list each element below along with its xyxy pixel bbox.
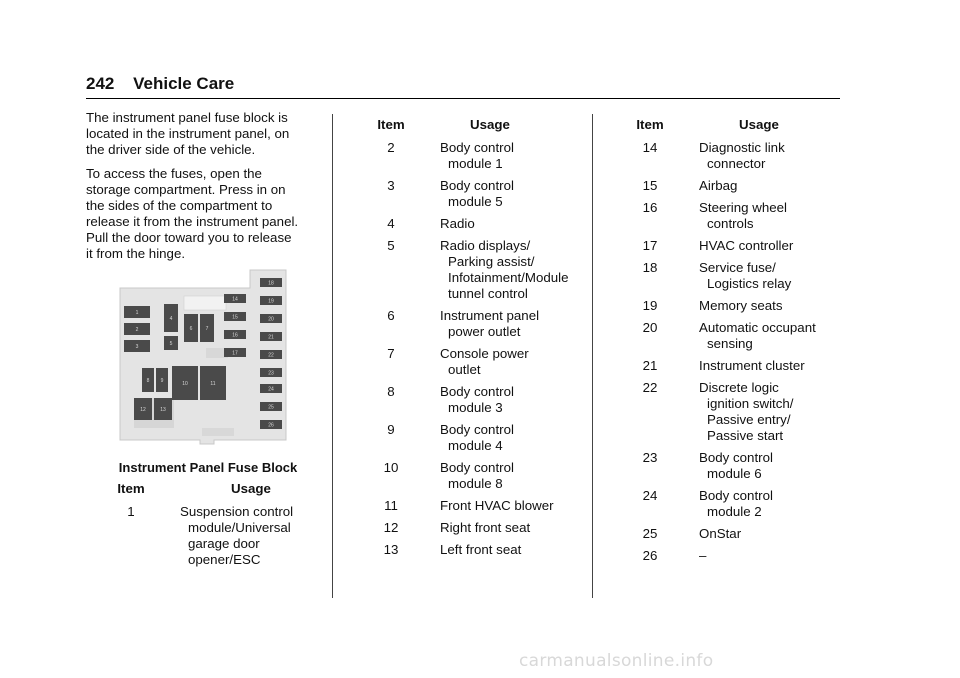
fuse-slot-label: 7 [205, 325, 209, 332]
fuse-slot-label: 23 [268, 370, 274, 377]
table-row [633, 358, 843, 374]
fuse-slot-label: 10 [182, 380, 188, 387]
text-line: located in the instrument panel, on [86, 126, 290, 141]
page-number: 242 [86, 74, 115, 93]
fuse-slot-label: 11 [210, 380, 216, 387]
section-title: Vehicle Care [133, 74, 235, 93]
table-row [374, 178, 584, 210]
fuse-usage [667, 380, 793, 444]
usage-line: connector [707, 156, 766, 171]
usage-line: Diagnostic link [699, 140, 785, 155]
usage-line: Console power [440, 346, 529, 361]
fuse-block-panel [184, 296, 226, 310]
table-row [633, 238, 843, 254]
table-row [374, 140, 584, 172]
usage-line: Right front seat [440, 520, 531, 535]
fuse-item-number: 4 [387, 216, 395, 231]
usage-line: Body control [440, 384, 514, 399]
fuse-usage [667, 488, 773, 520]
table-row [633, 178, 843, 194]
usage-line: controls [707, 216, 754, 231]
fuse-item-number: 10 [383, 460, 399, 475]
fuse-item-number: 5 [387, 238, 395, 253]
usage-line: Left front seat [440, 542, 522, 557]
column-header-item: Item [377, 117, 405, 132]
usage-line: module 8 [448, 476, 503, 491]
fuse-item-number: 11 [384, 498, 398, 513]
usage-line: ignition switch/ [707, 396, 794, 411]
usage-line: module 3 [448, 400, 503, 415]
intro-paragraph-1 [86, 110, 326, 158]
fuse-slot-label: 21 [268, 334, 274, 341]
fuse-slot-label: 8 [146, 377, 150, 384]
fuse-item-number: 19 [642, 298, 658, 313]
fuse-usage [408, 140, 514, 172]
usage-line: power outlet [448, 324, 521, 339]
table-row [374, 308, 584, 340]
usage-line: Body control [699, 488, 773, 503]
table-row [374, 422, 584, 454]
header-rule [86, 98, 840, 99]
fuse-usage [667, 140, 785, 172]
usage-line: opener/ESC [188, 552, 261, 567]
usage-line: Body control [440, 178, 514, 193]
text-line: storage compartment. Press in on [86, 182, 286, 197]
fuse-slot-label: 1 [135, 309, 139, 316]
fuse-usage [408, 520, 530, 536]
table-row [374, 216, 584, 232]
table-row [374, 460, 584, 492]
fuse-slot-label: 22 [268, 352, 274, 359]
fuse-item-number: 9 [387, 422, 395, 437]
fuse-usage [408, 308, 539, 340]
table-header-row [633, 117, 843, 133]
table-rows [114, 504, 334, 568]
figure-caption: Instrument Panel Fuse Block [118, 460, 298, 475]
fuse-item-number: 2 [387, 140, 395, 155]
table-row [633, 548, 843, 564]
usage-line: Front HVAC blower [440, 498, 554, 513]
fuse-slot-label: 15 [232, 314, 238, 321]
usage-line: Instrument panel [440, 308, 540, 323]
usage-line: Body control [440, 422, 514, 437]
usage-line: outlet [448, 362, 481, 377]
fuse-item-number: 20 [642, 320, 658, 335]
fuse-usage [667, 238, 793, 254]
usage-line: sensing [707, 336, 753, 351]
fuse-usage [408, 346, 529, 378]
text-line: the driver side of the vehicle. [86, 142, 256, 157]
table-row [374, 384, 584, 416]
table-rows [633, 140, 843, 564]
usage-line: Radio displays/ [440, 238, 531, 253]
fuse-usage [408, 498, 554, 514]
fuse-item-number: 7 [387, 346, 395, 361]
fuse-table-3 [633, 117, 843, 570]
usage-line: Memory seats [699, 298, 783, 313]
fuse-slot-label: 5 [169, 340, 173, 347]
usage-line: module/Universal [188, 520, 291, 535]
fuse-slot-label: 4 [169, 315, 173, 322]
fuse-usage [408, 460, 514, 492]
fuse-usage [667, 260, 791, 292]
intro-paragraph-2 [86, 166, 326, 262]
table-rows [374, 140, 584, 558]
usage-line: Instrument cluster [699, 358, 805, 373]
usage-line: tunnel control [448, 286, 528, 301]
text-line: Pull the door toward you to release [86, 230, 292, 245]
usage-line: module 2 [707, 504, 762, 519]
fuse-slot-label: 24 [268, 386, 274, 393]
fuse-usage [408, 384, 514, 416]
usage-line: module 5 [448, 194, 503, 209]
fuse-slot-label: 26 [268, 422, 274, 429]
fuse-item-number: 18 [642, 260, 658, 275]
table-row [633, 260, 843, 292]
fuse-slot-label: 9 [160, 377, 164, 384]
usage-line: Passive start [707, 428, 784, 443]
usage-line: Body control [440, 460, 514, 475]
fuse-usage [148, 504, 293, 568]
usage-line: OnStar [699, 526, 742, 541]
fuse-item-number: 1 [127, 504, 135, 519]
table-row [374, 346, 584, 378]
fuse-item-number: 21 [642, 358, 658, 373]
text-line: To access the fuses, open the [86, 166, 262, 181]
table-row [114, 504, 334, 568]
text-line: the sides of the compartment to [86, 198, 273, 213]
fuse-table-1 [114, 481, 334, 574]
fuse-usage [408, 238, 568, 302]
usage-line: Discrete logic [699, 380, 779, 395]
fuse-item-number: 14 [642, 140, 658, 155]
usage-line: module 6 [707, 466, 762, 481]
usage-line: module 1 [448, 156, 503, 171]
table-row [633, 488, 843, 520]
fuse-slot-label: 12 [140, 406, 146, 413]
text-line: The instrument panel fuse block is [86, 110, 288, 125]
table-header-row [114, 481, 334, 497]
fuse-item-number: 8 [387, 384, 395, 399]
fuse-item-number: 15 [642, 178, 658, 193]
column-header-item: Item [636, 117, 664, 132]
usage-line: module 4 [448, 438, 503, 453]
table-row [633, 526, 843, 542]
fuse-usage [667, 298, 783, 314]
fuse-item-number: 22 [642, 380, 658, 395]
fuse-usage [667, 200, 787, 232]
fuse-slot-label: 25 [268, 404, 274, 411]
table-row [633, 298, 843, 314]
usage-line: Passive entry/ [707, 412, 791, 427]
usage-line: Infotainment/Module [448, 270, 569, 285]
table-row [374, 542, 584, 558]
table-row [633, 140, 843, 172]
fuse-item-number: 24 [642, 488, 658, 503]
usage-line: – [699, 548, 707, 563]
fuse-table-2 [374, 117, 584, 564]
fuse-slot-label: 19 [268, 298, 274, 305]
usage-line: Suspension control [180, 504, 294, 519]
table-row [374, 520, 584, 536]
table-row [374, 498, 584, 514]
fuse-usage [667, 320, 816, 352]
page-header [86, 74, 234, 94]
usage-line: Parking assist/ [448, 254, 535, 269]
fuse-usage [408, 216, 475, 232]
fuse-usage [667, 526, 741, 542]
usage-line: Automatic occupant [699, 320, 816, 335]
usage-line: Airbag [699, 178, 738, 193]
usage-line: Service fuse/ [699, 260, 776, 275]
column-header-usage: Usage [231, 481, 271, 496]
fuse-item-number: 17 [642, 238, 658, 253]
fuse-usage [408, 542, 521, 558]
fuse-slot-label: 3 [135, 343, 139, 350]
table-header-row [374, 117, 584, 133]
usage-line: Steering wheel [699, 200, 787, 215]
watermark-text: carmanualsonline.info [519, 651, 714, 671]
fuse-usage [667, 358, 805, 374]
usage-line: Body control [440, 140, 514, 155]
fuse-usage [408, 178, 514, 210]
fuse-item-number: 3 [387, 178, 395, 193]
fuse-item-number: 25 [642, 526, 658, 541]
fuse-item-number: 16 [642, 200, 658, 215]
fuse-block-panel [202, 428, 234, 436]
fuse-slot-label: 17 [232, 350, 238, 357]
fuse-slot-label: 2 [135, 326, 139, 333]
fuse-item-number: 23 [642, 450, 658, 465]
fuse-slot-label: 13 [160, 406, 166, 413]
fuse-usage [408, 422, 514, 454]
fuse-item-number: 13 [383, 542, 399, 557]
fuse-item-number: 26 [642, 548, 658, 563]
fuse-slot-label: 6 [189, 325, 193, 332]
table-row [633, 200, 843, 232]
fuse-item-number: 12 [383, 520, 399, 535]
fuse-usage [667, 178, 737, 194]
fuse-slot-label: 20 [268, 316, 274, 323]
column-header-usage: Usage [470, 117, 510, 132]
text-line: it from the hinge. [86, 246, 186, 261]
column-header-item: Item [117, 481, 145, 496]
text-line: release it from the instrument panel. [86, 214, 299, 229]
fuse-item-number: 6 [387, 308, 395, 323]
fuse-block-diagram [114, 268, 290, 448]
table-row [633, 320, 843, 352]
usage-line: Radio [440, 216, 475, 231]
fuse-usage [667, 450, 773, 482]
fuse-slot-label: 18 [268, 280, 274, 287]
table-row [633, 380, 843, 444]
table-row [374, 238, 584, 302]
usage-line: HVAC controller [699, 238, 794, 253]
fuse-slot-label: 16 [232, 332, 238, 339]
fuse-slot-label: 14 [232, 296, 238, 303]
column-divider [332, 114, 333, 598]
fuse-usage [667, 548, 706, 564]
usage-line: Logistics relay [707, 276, 792, 291]
column-header-usage: Usage [739, 117, 779, 132]
usage-line: garage door [188, 536, 260, 551]
usage-line: Body control [699, 450, 773, 465]
column-divider [592, 114, 593, 598]
table-row [633, 450, 843, 482]
